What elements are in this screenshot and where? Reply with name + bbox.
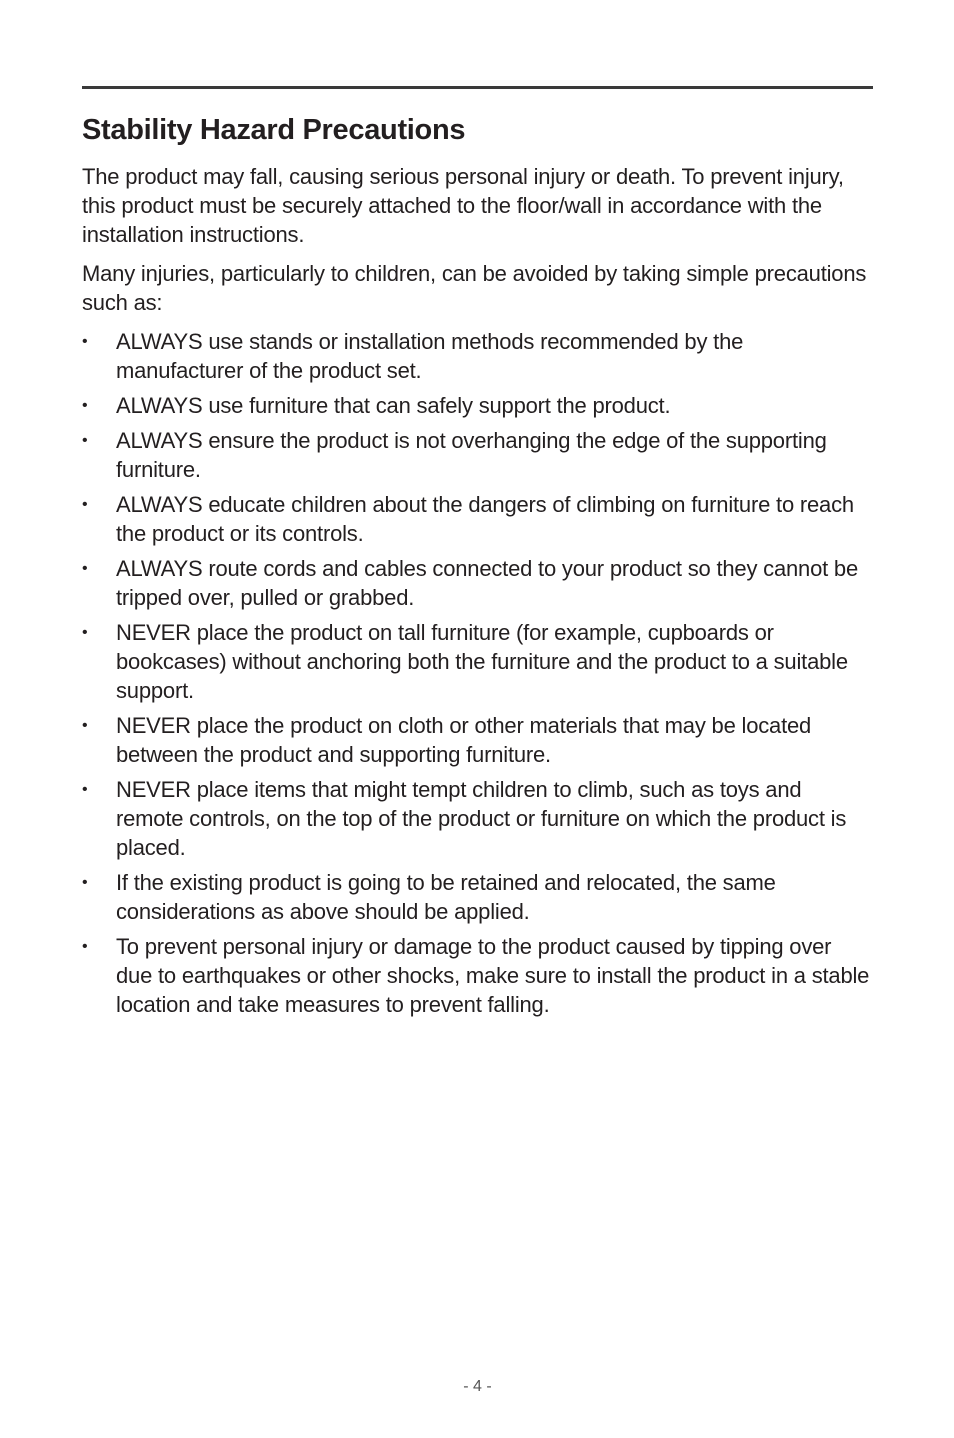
list-item-text: ALWAYS route cords and cables connected to your product so they cannot be tripped over, pulled or grabbed. [116, 556, 858, 610]
list-item [82, 711, 873, 769]
bullet-icon: • [82, 717, 88, 734]
precautions-list [82, 327, 873, 1019]
list-item [82, 868, 873, 926]
list-item [82, 618, 873, 705]
document-page [82, 0, 873, 1438]
bullet-icon: • [82, 874, 88, 891]
list-item-text: ALWAYS educate children about the dangers of climbing on furniture to reach the product or its controls. [116, 492, 854, 546]
list-item [82, 775, 873, 862]
bullet-icon: • [82, 560, 88, 577]
list-item [82, 554, 873, 612]
list-item-text: NEVER place items that might tempt children to climb, such as toys and remote controls, on the top of the product or furniture on which the product is placed. [116, 777, 847, 860]
intro-paragraph: The product may fall, causing serious personal injury or death. To prevent injury, this product must be securely attached to the floor/wall in accordance with the installation instructions. [82, 164, 844, 247]
section-content [82, 162, 873, 1025]
page-number: - 4 - [463, 1378, 492, 1395]
bullet-icon: • [82, 432, 88, 449]
list-item-text: ALWAYS use furniture that can safely support the product. [116, 393, 671, 418]
section-title: Stability Hazard Precautions [82, 114, 466, 146]
precautions-intro: Many injuries, particularly to children, can be avoided by taking simple precautions such as: [82, 261, 867, 315]
list-item [82, 426, 873, 484]
list-item-text: ALWAYS use stands or installation methods recommended by the manufacturer of the product set. [116, 329, 744, 383]
list-item-text: NEVER place the product on tall furniture (for example, cupboards or bookcases) without anchoring both the furniture and the product to a suitable support. [116, 620, 848, 703]
list-item-text: If the existing product is going to be retained and relocated, the same considerations as above should be applied. [116, 870, 776, 924]
list-item-text: NEVER place the product on cloth or other materials that may be located between the product and supporting furniture. [116, 713, 812, 767]
bullet-icon: • [82, 333, 88, 350]
list-item [82, 327, 873, 385]
list-item-text: ALWAYS ensure the product is not overhanging the edge of the supporting furniture. [116, 428, 827, 482]
top-rule [82, 86, 873, 89]
bullet-icon: • [82, 397, 88, 414]
list-item-text: To prevent personal injury or damage to the product caused by tipping over due to earthquakes or other shocks, make sure to install the product in a stable location and take measures to prevent falling. [116, 934, 870, 1017]
list-item [82, 490, 873, 548]
bullet-icon: • [82, 624, 88, 641]
bullet-icon: • [82, 781, 88, 798]
bullet-icon: • [82, 938, 88, 955]
bullet-icon: • [82, 496, 88, 513]
list-item [82, 391, 873, 420]
list-item [82, 932, 873, 1019]
